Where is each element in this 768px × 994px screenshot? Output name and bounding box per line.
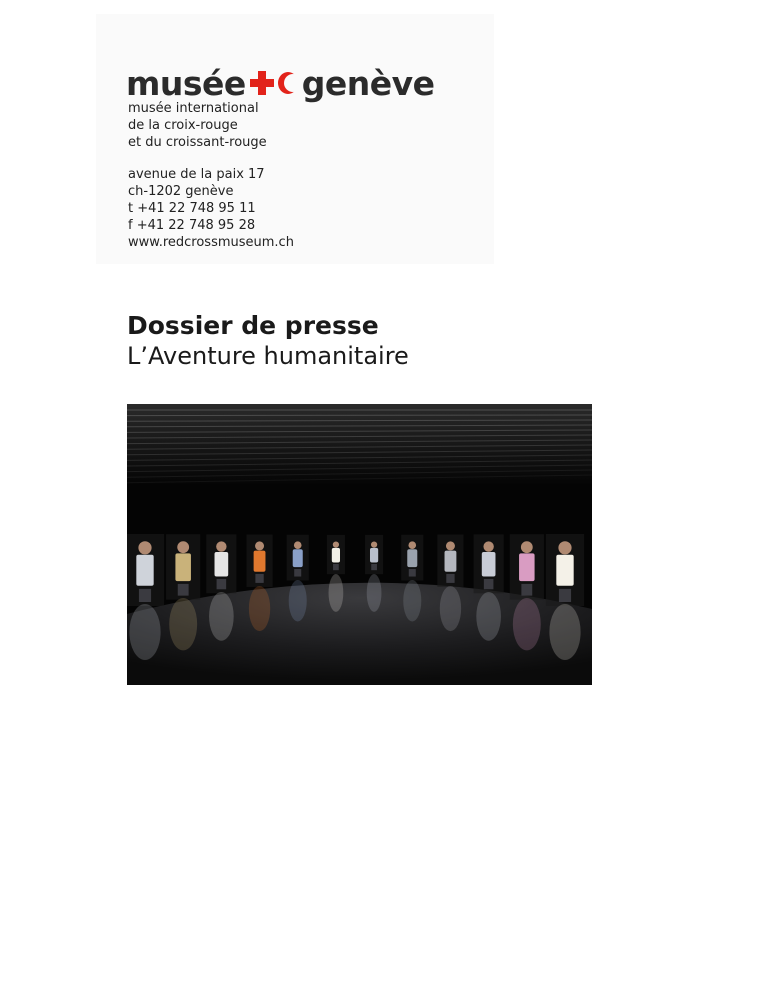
floor-reflection: [289, 580, 307, 621]
floor-reflection: [476, 592, 501, 641]
exhibition-photo: [127, 404, 592, 685]
person-figure: [327, 535, 345, 574]
org-name-line: de la croix-rouge: [128, 118, 238, 133]
floor-reflection: [209, 592, 234, 641]
contact-address: [128, 166, 294, 251]
floor-reflection: [129, 604, 160, 660]
org-name-line: musée international: [128, 101, 259, 116]
logo-word-geneve: genève: [301, 63, 435, 103]
person-figure: [474, 534, 504, 593]
museum-logo: [126, 62, 435, 104]
person-figure: [166, 534, 200, 599]
floor-reflection: [329, 574, 344, 612]
red-cross-crescent-emblem: [250, 71, 296, 95]
exhibition-photo-image: [127, 404, 592, 685]
person-figure: [401, 535, 423, 581]
organization-name: [128, 100, 267, 151]
floor-reflection: [249, 586, 270, 631]
red-cross-icon: [250, 71, 274, 95]
floor-reflection: [367, 574, 382, 612]
logo-word-musee: musée: [126, 63, 246, 103]
person-figure: [127, 534, 164, 606]
fax: f +41 22 748 95 28: [128, 218, 256, 233]
person-figure: [365, 535, 383, 574]
person-figure: [287, 535, 309, 581]
floor-reflection: [549, 604, 580, 660]
floor-reflection: [440, 586, 461, 631]
document-subtitle: L’Aventure humanitaire: [127, 342, 409, 370]
person-figure: [246, 535, 272, 587]
ceiling-slat: [127, 415, 592, 416]
person-figure: [510, 534, 544, 599]
document-title: Dossier de presse: [127, 311, 379, 340]
person-figure: [437, 535, 463, 587]
red-crescent-icon: [278, 72, 296, 94]
museum-header: [96, 14, 494, 264]
person-figure: [206, 534, 236, 593]
org-name-line: et du croissant-rouge: [128, 135, 267, 150]
postal-city: ch-1202 genève: [128, 184, 234, 199]
street-address: avenue de la paix 17: [128, 167, 265, 182]
telephone: t +41 22 748 95 11: [128, 201, 256, 216]
floor-reflection: [169, 598, 197, 650]
floor-reflection: [403, 580, 421, 621]
floor-reflection: [513, 598, 541, 650]
website-link[interactable]: www.redcrossmuseum.ch: [128, 235, 294, 250]
person-figure: [546, 534, 584, 606]
